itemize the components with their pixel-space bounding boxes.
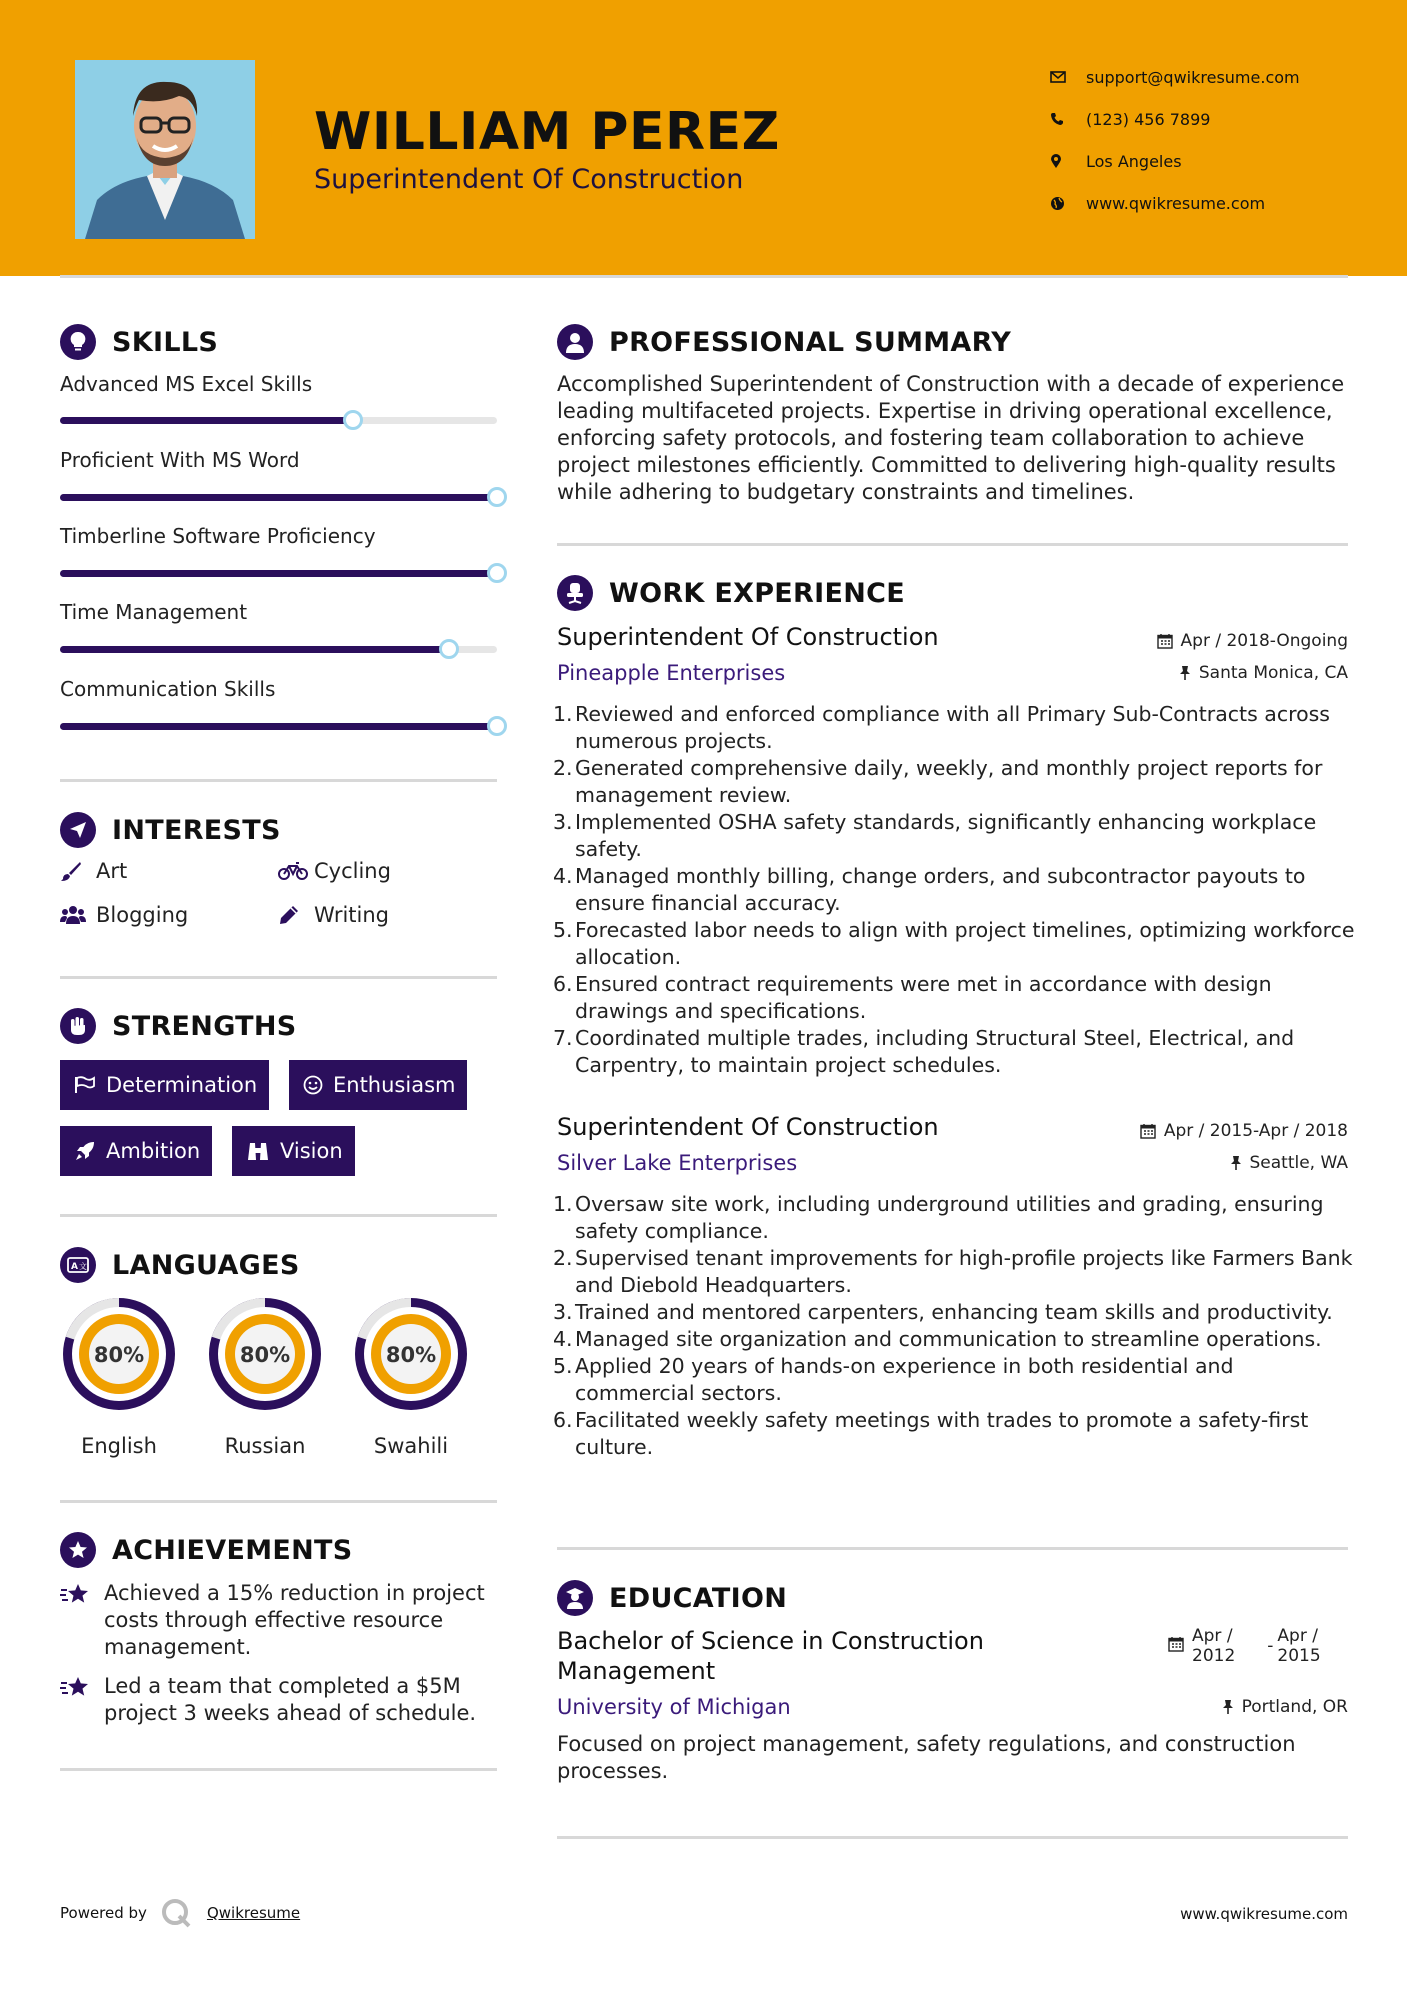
star-icon	[60, 1580, 104, 1661]
section-divider	[60, 779, 497, 782]
interest-item	[278, 859, 391, 883]
skill-label: Communication Skills	[60, 677, 276, 701]
calendar-icon	[1157, 633, 1173, 649]
users-icon	[60, 904, 96, 926]
language-percent: 80%	[93, 1343, 145, 1367]
experience-title: WORK EXPERIENCE	[609, 577, 905, 609]
achievement-item	[60, 1673, 500, 1727]
duty-item: Generated comprehensive daily, weekly, and monthly project reports for management review.	[575, 756, 1323, 807]
language-item	[203, 1292, 327, 1458]
language-ring	[57, 1292, 181, 1416]
strength-badge	[289, 1060, 467, 1110]
contact-phone-text: (123) 456 7899	[1086, 109, 1211, 129]
smile-icon	[303, 1075, 323, 1095]
pushpin-icon	[1230, 1155, 1242, 1171]
section-divider	[60, 976, 497, 979]
job-duties-list	[557, 1191, 1357, 1461]
interests-title: INTERESTS	[112, 814, 281, 846]
duty-item: Coordinated multiple trades, including Structural Steel, Electrical, and Carpentry, to maintain project schedules.	[575, 1026, 1295, 1077]
job-dates-text: Apr / 2015-Apr / 2018	[1163, 1121, 1348, 1141]
header-divider	[60, 275, 1348, 278]
degree-name: Bachelor of Science in Construction Management	[557, 1627, 984, 1685]
achievements-title: ACHIEVEMENTS	[112, 1534, 353, 1566]
candidate-role: Superintendent Of Construction	[314, 164, 744, 195]
interest-label: Blogging	[96, 903, 189, 927]
star-badge-icon	[60, 1532, 96, 1568]
strength-label: Ambition	[106, 1139, 201, 1163]
education-description: Focused on project management, safety regulations, and construction processes.	[557, 1732, 1296, 1783]
skill-bar-knob[interactable]	[439, 639, 459, 659]
duty-item: Managed monthly billing, change orders, and subcontractor payouts to ensure financial accuracy.	[575, 864, 1306, 915]
skill-bar-knob[interactable]	[487, 563, 507, 583]
job-location	[1179, 663, 1348, 683]
skill-bar-knob[interactable]	[487, 716, 507, 736]
job-dates	[1140, 1121, 1348, 1141]
experience-heading	[557, 575, 905, 611]
language-label: Russian	[224, 1434, 306, 1458]
education-location	[1222, 1697, 1348, 1717]
skill-label: Advanced MS Excel Skills	[60, 372, 313, 396]
footer-website[interactable]: www.qwikresume.com	[1180, 1905, 1348, 1923]
profile-photo	[75, 60, 255, 239]
envelope-icon	[1050, 71, 1086, 83]
summary-heading	[557, 324, 1011, 360]
education-title: EDUCATION	[609, 1582, 788, 1614]
strength-label: Vision	[280, 1139, 343, 1163]
office-chair-icon	[557, 575, 593, 611]
strength-label: Determination	[106, 1073, 258, 1097]
skill-bar[interactable]	[60, 494, 497, 501]
skill-label: Proficient With MS Word	[60, 448, 300, 472]
job-dates	[1157, 631, 1348, 651]
contact-location	[1050, 140, 1380, 182]
duty-item: Applied 20 years of hands-on experience in both residential and commercial sectors.	[575, 1354, 1234, 1405]
language-ring	[203, 1292, 327, 1416]
education-dates	[1168, 1626, 1321, 1666]
job-title: Superintendent Of Construction	[557, 623, 939, 651]
education-end-year: 2015	[1277, 1646, 1321, 1666]
pushpin-icon	[1179, 665, 1191, 681]
languages-heading	[60, 1247, 300, 1283]
duty-item: Supervised tenant improvements for high-profile projects like Farmers Bank and Diebold Headquarters.	[575, 1246, 1353, 1297]
interest-label: Art	[96, 859, 128, 883]
duty-item: Oversaw site work, including underground utilities and grading, ensuring safety compliance.	[575, 1192, 1324, 1243]
duty-item: Managed site organization and communication to streamline operations.	[575, 1327, 1322, 1351]
skills-title: SKILLS	[112, 326, 219, 358]
interest-item	[278, 903, 389, 927]
interest-item	[60, 903, 188, 927]
language-ring	[349, 1292, 473, 1416]
lightbulb-icon	[60, 324, 96, 360]
skill-bar-knob[interactable]	[487, 487, 507, 507]
interest-label: Writing	[314, 903, 389, 927]
contact-location-text: Los Angeles	[1086, 151, 1182, 171]
duty-item: Trained and mentored carpenters, enhancing team skills and productivity.	[575, 1300, 1333, 1324]
duty-item: Facilitated weekly safety meetings with trades to promote a safety-first culture.	[575, 1408, 1309, 1459]
skill-label: Time Management	[60, 600, 248, 624]
education-start-year: 2012	[1192, 1646, 1236, 1666]
contact-email[interactable]	[1050, 56, 1380, 98]
achievement-text: Achieved a 15% reduction in project costs through effective resource management.	[104, 1581, 485, 1659]
strength-badge	[232, 1126, 355, 1176]
rocket-icon	[74, 1140, 96, 1162]
calendar-icon	[1168, 1626, 1184, 1666]
achievement-item	[60, 1580, 500, 1661]
languages-title: LANGUAGES	[112, 1249, 300, 1281]
candidate-name: WILLIAM PEREZ	[314, 102, 780, 162]
strength-badge	[60, 1126, 212, 1176]
skills-heading	[60, 324, 218, 360]
education-heading	[557, 1580, 787, 1616]
svg-text:文: 文	[79, 1262, 87, 1271]
interests-heading	[60, 812, 281, 848]
skill-bar-knob[interactable]	[343, 410, 363, 430]
job-title: Superintendent Of Construction	[557, 1113, 939, 1141]
duty-item: Forecasted labor needs to align with project timelines, optimizing workforce allocation.	[575, 918, 1355, 969]
brush-icon	[60, 860, 96, 882]
section-divider	[60, 1214, 497, 1217]
achievement-text: Led a team that completed a $5M project 3 weeks ahead of schedule.	[104, 1674, 477, 1725]
summary-title: PROFESSIONAL SUMMARY	[609, 326, 1012, 358]
strengths-heading	[60, 1008, 297, 1044]
interest-label: Cycling	[314, 859, 391, 883]
svg-text:A: A	[71, 1262, 78, 1272]
job-location-text: Santa Monica, CA	[1198, 663, 1348, 683]
qwikresume-link[interactable]: Qwikresume	[206, 1904, 301, 1922]
company-name: Pineapple Enterprises	[557, 661, 786, 685]
footer-powered-by	[60, 1898, 300, 1928]
graduate-icon	[557, 1580, 593, 1616]
interest-item	[60, 859, 127, 883]
flag-icon	[74, 1076, 96, 1094]
user-icon	[557, 324, 593, 360]
section-divider	[60, 1500, 497, 1503]
binoculars-icon	[246, 1140, 270, 1162]
language-label: Swahili	[373, 1434, 449, 1458]
paper-plane-icon	[60, 812, 96, 848]
language-label: English	[81, 1434, 157, 1458]
contact-list	[1050, 56, 1380, 224]
education-end	[1277, 1626, 1320, 1666]
job-location-text: Seattle, WA	[1249, 1153, 1348, 1173]
pushpin-icon	[1222, 1699, 1234, 1715]
duty-item: Implemented OSHA safety standards, significantly enhancing workplace safety.	[575, 810, 1317, 861]
language-item	[57, 1292, 181, 1458]
qwikresume-logo-icon	[161, 1898, 193, 1928]
education-date-dash: -	[1267, 1636, 1274, 1656]
education-start-month: Apr /	[1192, 1626, 1233, 1646]
language-icon	[60, 1247, 96, 1283]
language-item	[349, 1292, 473, 1458]
map-pin-icon	[1050, 154, 1086, 169]
strength-badge	[60, 1060, 269, 1110]
star-icon	[60, 1673, 104, 1727]
contact-website[interactable]	[1050, 182, 1380, 224]
skill-bar[interactable]	[60, 417, 497, 424]
company-name: Silver Lake Enterprises	[557, 1151, 798, 1175]
education-end-month: Apr /	[1277, 1626, 1318, 1646]
skill-bar[interactable]	[60, 723, 497, 730]
achievements-heading	[60, 1532, 353, 1568]
resume-header	[0, 0, 1407, 276]
contact-email-text: support@qwikresume.com	[1086, 67, 1300, 87]
education-start	[1192, 1626, 1235, 1666]
bicycle-icon	[278, 861, 314, 881]
section-divider	[557, 543, 1348, 546]
school-name: University of Michigan	[557, 1695, 791, 1719]
pencil-icon	[278, 904, 314, 926]
skill-bar[interactable]	[60, 646, 497, 653]
language-percent: 80%	[239, 1343, 291, 1367]
duty-item: Ensured contract requirements were met in accordance with design drawings and specifications.	[575, 972, 1272, 1023]
phone-icon	[1050, 112, 1086, 126]
fist-icon	[60, 1008, 96, 1044]
contact-website-text: www.qwikresume.com	[1086, 193, 1266, 213]
job-location	[1230, 1153, 1349, 1173]
powered-by-text: Powered by	[60, 1904, 147, 1922]
job-dates-text: Apr / 2018-Ongoing	[1180, 631, 1348, 651]
skill-label: Timberline Software Proficiency	[60, 524, 376, 548]
strength-label: Enthusiasm	[333, 1073, 456, 1097]
education-location-text: Portland, OR	[1241, 1697, 1348, 1717]
globe-icon	[1050, 196, 1086, 211]
strengths-title: STRENGTHS	[112, 1010, 297, 1042]
section-divider	[557, 1547, 1348, 1550]
summary-text: Accomplished Superintendent of Construction with a decade of experience leading multifaceted projects. Expertise in driving operational excellence, enforcing safety protocols, and fostering team collaboration to achieve project milestones efficiently. Committed to delivering high-quality results while adhering to budgetary constraints and timelines.	[557, 372, 1345, 504]
duty-item: Reviewed and enforced compliance with all Primary Sub-Contracts across numerous projects.	[575, 702, 1330, 753]
language-percent: 80%	[385, 1343, 437, 1367]
section-divider	[557, 1836, 1348, 1839]
section-divider	[60, 1768, 497, 1771]
skill-bar[interactable]	[60, 570, 497, 577]
job-duties-list	[557, 701, 1357, 1079]
contact-phone[interactable]	[1050, 98, 1380, 140]
calendar-icon	[1140, 1123, 1156, 1139]
